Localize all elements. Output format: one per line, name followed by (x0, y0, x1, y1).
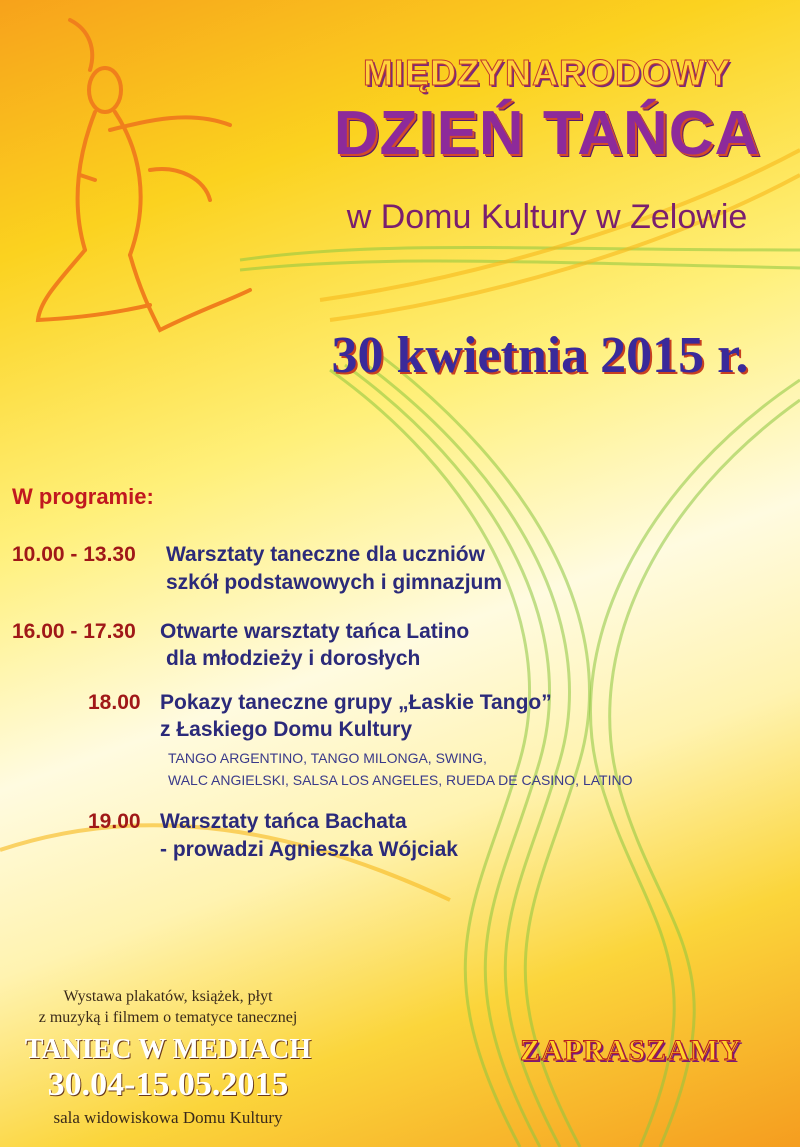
program-item-line1: Warsztaty tańca Bachata (160, 810, 407, 833)
title-line-3: w Domu Kultury w Zelowie (346, 198, 748, 236)
program-item-line2: z Łaskiego Domu Kultury (160, 718, 413, 741)
dancer-figure-icon (38, 20, 250, 330)
exhibition-block (8, 986, 328, 1128)
exhibition-venue: sala widowiskowa Domu Kultury (53, 1108, 283, 1127)
exhibition-line-2: z muzyką i filmem o tematyce tanecznej (38, 1009, 298, 1026)
program-item-note: TANGO ARGENTINO, TANGO MILONGA, SWING, (168, 750, 487, 766)
exhibition-dates: 30.04-15.05.2015 (47, 1066, 289, 1103)
title-line-2: DZIEŃ TAŃCA (333, 99, 761, 168)
program-item-line2: dla młodzieży i dorosłych (166, 647, 421, 670)
event-date: 30 kwietnia 2015 r. (331, 327, 749, 384)
title-line-1: MIĘDZYNARODOWY (363, 52, 731, 93)
program-item-time: 16.00 - 17.30 (12, 620, 136, 643)
program-item-line1: Otwarte warsztaty tańca Latino (160, 620, 470, 643)
program-item-line2: szkół podstawowych i gimnazjum (166, 571, 503, 594)
program-item-time: 10.00 - 13.30 (12, 543, 136, 566)
program-title: W programie: (12, 484, 154, 509)
program-item-time: 18.00 (88, 691, 141, 714)
invite-text: ZAPRASZAMY (520, 1034, 742, 1067)
program-item-note: WALC ANGIELSKI, SALSA LOS ANGELES, RUEDA DE CASINO, LATINO (168, 772, 633, 788)
program-item-line1: Pokazy taneczne grupy „Łaskie Tango” (160, 691, 552, 714)
exhibition-title: TANIEC W MEDIACH (24, 1034, 312, 1065)
exhibition-line-1: Wystawa plakatów, książek, płyt (63, 988, 273, 1005)
program-item-time: 19.00 (88, 810, 141, 833)
program-item-line1: Warsztaty taneczne dla uczniów (166, 543, 485, 566)
program-item-line2: - prowadzi Agnieszka Wójciak (160, 838, 458, 861)
